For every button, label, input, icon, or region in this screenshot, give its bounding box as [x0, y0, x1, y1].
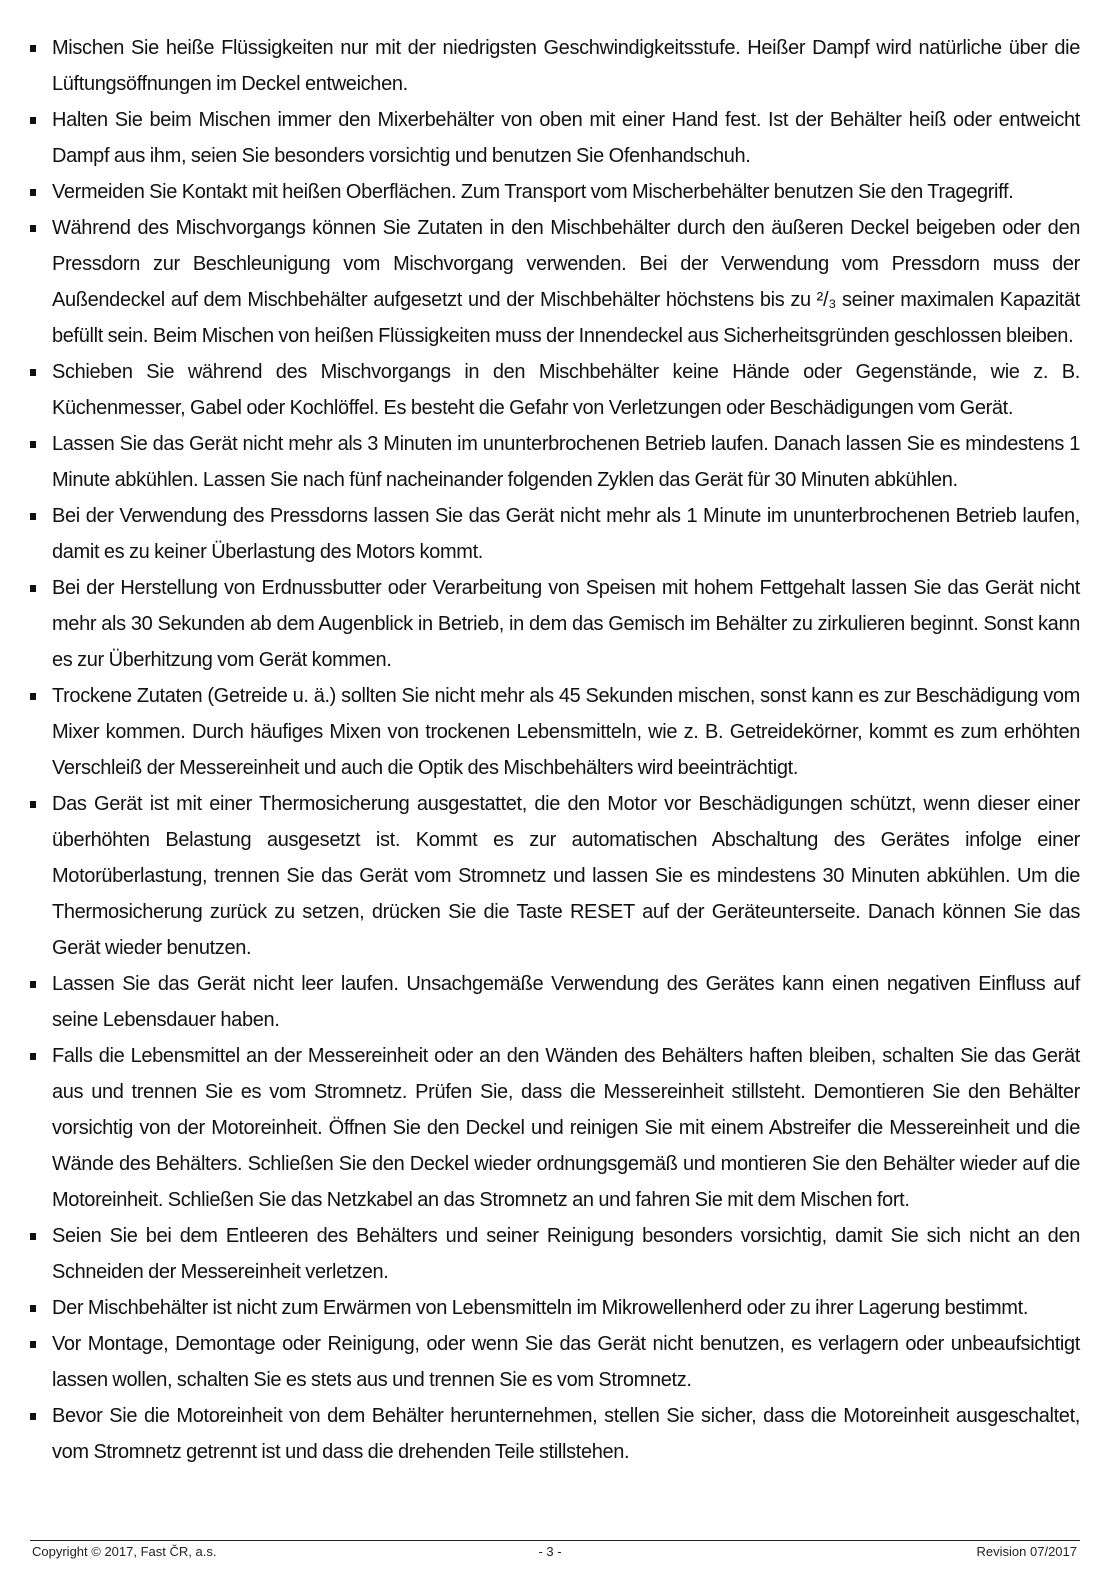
- bullet-item-1: [30, 30, 1080, 102]
- bullet-item-9: [30, 678, 1080, 786]
- bullet-square-icon: [30, 1233, 36, 1240]
- bullet-item-14: [30, 1290, 1080, 1326]
- bullet-item-7: [30, 498, 1080, 570]
- bullet-square-icon: [30, 369, 36, 376]
- bullet-square-icon: [30, 1305, 36, 1312]
- bullet-square-icon: [30, 801, 36, 808]
- bullet-item-2: [30, 102, 1080, 174]
- bullet-text: Lassen Sie das Gerät nicht mehr als 3 Minuten im ununterbrochenen Betrieb laufen. Danach lassen Sie es mindestens 1 Minute abkühlen. Lassen Sie nach fünf nacheinander folgenden Zyklen das Gerät für 30 Minuten abkühlen.: [52, 433, 1080, 491]
- bullet-square-icon: [30, 189, 36, 196]
- bullet-text: Vermeiden Sie Kontakt mit heißen Oberflächen. Zum Transport vom Mischerbehälter benutzen Sie den Tragegriff.: [52, 181, 1014, 203]
- safety-bullet-list: [30, 30, 1080, 1470]
- bullet-square-icon: [30, 441, 36, 448]
- bullet-text: Seien Sie bei dem Entleeren des Behälters und seiner Reinigung besonders vorsichtig, damit Sie sich nicht an den Schneiden der Messereinheit verletzen.: [52, 1225, 1080, 1283]
- bullet-text: Halten Sie beim Mischen immer den Mixerbehälter von oben mit einer Hand fest. Ist der Behälter heiß oder entweicht Dampf aus ihm, seien Sie besonders vorsichtig und benutzen Sie Ofenhandschuh.: [52, 109, 1080, 167]
- bullet-square-icon: [30, 981, 36, 988]
- bullet-text: Bei der Herstellung von Erdnussbutter oder Verarbeitung von Speisen mit hohem Fettgehalt lassen Sie das Gerät nicht mehr als 30 Sekunden ab dem Augenblick in Betrieb, in dem das Gemisch im Behälter zu zirkulieren beginnt. Sonst kann es zur Überhitzung vom Gerät kommen.: [52, 577, 1080, 671]
- bullet-text: Falls die Lebensmittel an der Messereinheit oder an den Wänden des Behälters haften bleiben, schalten Sie das Gerät aus und trennen Sie es vom Stromnetz. Prüfen Sie, dass die Messereinheit stillsteht. Demontieren Sie den Behälter vorsichtig von der Motoreinheit. Öffnen Sie den Deckel und reinigen Sie mit einem Abstreifer die Messereinheit und die Wände des Behälters. Schließen Sie den Deckel wieder ordnungsgemäß und montieren Sie den Behälter wieder auf die Motoreinheit. Schließen Sie das Netzkabel an das Stromnetz an und fahren Sie mit dem Mischen fort.: [52, 1045, 1080, 1211]
- bullet-square-icon: [30, 45, 36, 52]
- bullet-item-5: [30, 354, 1080, 426]
- bullet-item-10: [30, 786, 1080, 966]
- bullet-item-15: [30, 1326, 1080, 1398]
- bullet-item-12: [30, 1038, 1080, 1218]
- bullet-item-3: [30, 174, 1080, 210]
- bullet-square-icon: [30, 693, 36, 700]
- bullet-text: Schieben Sie während des Mischvorgangs in den Mischbehälter keine Hände oder Gegenstände, wie z. B. Küchenmesser, Gabel oder Kochlöffel. Es besteht die Gefahr von Verletzungen oder Beschädigungen vom Gerät.: [52, 361, 1080, 419]
- bullet-square-icon: [30, 585, 36, 592]
- bullet-text: Das Gerät ist mit einer Thermosicherung ausgestattet, die den Motor vor Beschädigungen schützt, wenn dieser einer überhöhten Belastung ausgesetzt ist. Kommt es zur automatischen Abschaltung des Gerätes infolge einer Motorüberlastung, trennen Sie das Gerät vom Stromnetz und lassen Sie es mindestens 30 Minuten abkühlen. Um die Thermosicherung zurück zu setzen, drücken Sie die Taste RESET auf der Geräteunterseite. Danach können Sie das Gerät wieder benutzen.: [52, 793, 1080, 959]
- bullet-text: Während des Mischvorgangs können Sie Zutaten in den Mischbehälter durch den äußeren Deckel beigeben oder den Pressdorn zur Beschleunigung vom Mischvorgang verwenden. Bei der Verwendung vom Pressdorn muss der Außendeckel auf dem Mischbehälter aufgesetzt und der Mischbehälter höchstens bis zu ²/₃ seiner maximalen Kapazität befüllt sein. Beim Mischen von heißen Flüssigkeiten muss der Innendeckel aus Sicherheitsgründen geschlossen bleiben.: [52, 217, 1080, 347]
- footer-divider: [30, 1540, 1080, 1541]
- bullet-item-13: [30, 1218, 1080, 1290]
- bullet-square-icon: [30, 225, 36, 232]
- bullet-text: Vor Montage, Demontage oder Reinigung, oder wenn Sie das Gerät nicht benutzen, es verlagern oder unbeaufsichtigt lassen wollen, schalten Sie es stets aus und trennen Sie es vom Stromnetz.: [52, 1333, 1080, 1391]
- footer-page-number: - 3 -: [538, 1544, 562, 1559]
- bullet-text: Der Mischbehälter ist nicht zum Erwärmen von Lebensmitteln im Mikrowellenherd oder zu ihrer Lagerung bestimmt.: [52, 1297, 1029, 1319]
- footer-copyright: Copyright © 2017, Fast ČR, a.s.: [32, 1544, 217, 1559]
- bullet-square-icon: [30, 1053, 36, 1060]
- bullet-item-4: [30, 210, 1080, 354]
- bullet-text: Lassen Sie das Gerät nicht leer laufen. Unsachgemäße Verwendung des Gerätes kann einen negativen Einfluss auf seine Lebensdauer haben.: [52, 973, 1080, 1031]
- bullet-item-16: [30, 1398, 1080, 1470]
- bullet-text: Bevor Sie die Motoreinheit von dem Behälter herunternehmen, stellen Sie sicher, dass die Motoreinheit ausgeschaltet, vom Stromnetz getrennt ist und dass die drehenden Teile stillstehen.: [52, 1405, 1080, 1463]
- bullet-text: Trockene Zutaten (Getreide u. ä.) sollten Sie nicht mehr als 45 Sekunden mischen, sonst kann es zur Beschädigung vom Mixer kommen. Durch häufiges Mixen von trockenen Lebensmitteln, wie z. B. Getreidekörner, kommt es zum erhöhten Verschleiß der Messereinheit und auch die Optik des Mischbehälters wird beeinträchtigt.: [52, 685, 1080, 779]
- bullet-square-icon: [30, 1413, 36, 1420]
- bullet-item-11: [30, 966, 1080, 1038]
- bullet-item-8: [30, 570, 1080, 678]
- bullet-square-icon: [30, 513, 36, 520]
- bullet-text: Bei der Verwendung des Pressdorns lassen Sie das Gerät nicht mehr als 1 Minute im ununterbrochenen Betrieb laufen, damit es zu keiner Überlastung des Motors kommt.: [52, 505, 1080, 563]
- bullet-item-6: [30, 426, 1080, 498]
- bullet-text: Mischen Sie heiße Flüssigkeiten nur mit der niedrigsten Geschwindigkeitsstufe. Heißer Dampf wird natürliche über die Lüftungsöffnungen im Deckel entweichen.: [52, 37, 1080, 95]
- bullet-square-icon: [30, 117, 36, 124]
- bullet-square-icon: [30, 1341, 36, 1348]
- footer-revision: Revision 07/2017: [976, 1544, 1077, 1559]
